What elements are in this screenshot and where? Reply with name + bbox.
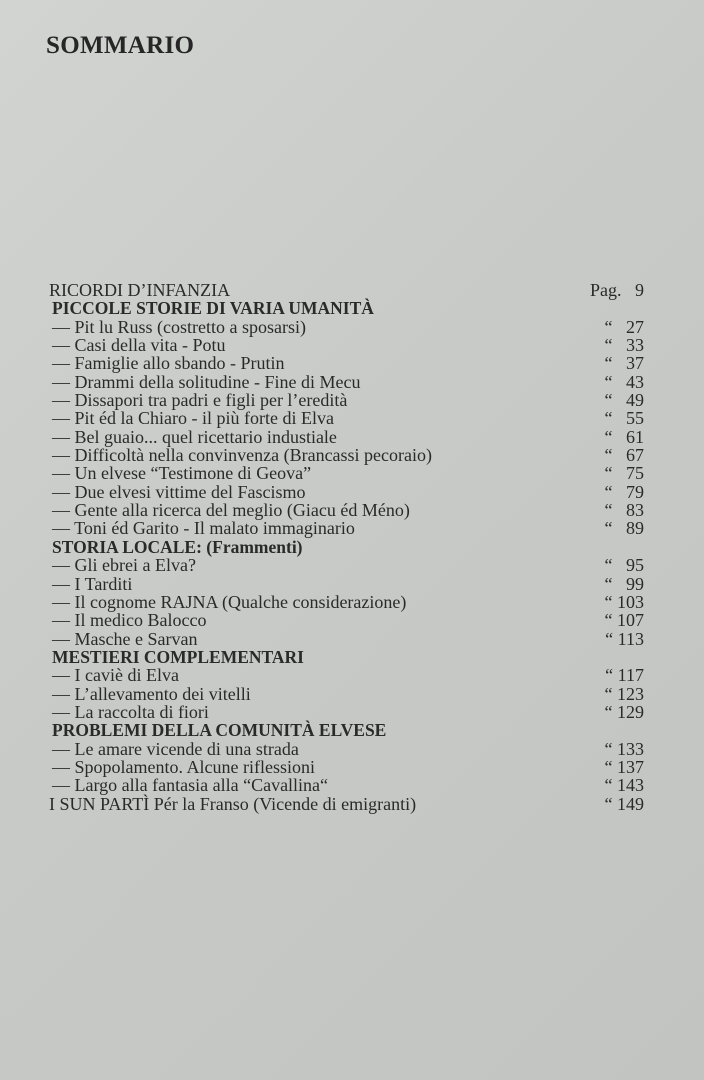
page-title: SOMMARIO xyxy=(46,32,195,59)
toc-page-number: “ 107 xyxy=(604,610,644,631)
toc-entry-title: — Pit éd la Chiaro - il più forte di Elva xyxy=(52,408,334,429)
toc-entry xyxy=(0,630,704,648)
toc-entry-title: — Difficoltà nella convinvenza (Brancassi pecoraio) xyxy=(52,445,433,466)
toc-page-number: “ 55 xyxy=(604,408,644,429)
toc-page-number: “ 137 xyxy=(604,756,644,777)
toc-page-number: Pag. 9 xyxy=(590,280,644,300)
toc-entry xyxy=(0,593,704,611)
toc-entry-title: — Gente alla ricerca del meglio (Giacu éd Méno) xyxy=(52,500,410,521)
toc-entry-title: — Il medico Balocco xyxy=(52,610,207,631)
toc-entry-title: STORIA LOCALE: (Frammenti) xyxy=(52,536,303,557)
toc-entry xyxy=(0,464,704,482)
toc-page-number: “ 79 xyxy=(604,481,644,502)
toc-entry-title: MESTIERI COMPLEMENTARI xyxy=(52,646,304,667)
toc-page-number: “ 43 xyxy=(604,371,644,392)
toc-entry xyxy=(0,575,704,593)
toc-entry xyxy=(0,391,704,409)
toc-entry-title: — Casi della vita - Potu xyxy=(52,335,226,356)
toc-entry-title: — Spopolamento. Alcune riflessioni xyxy=(52,756,315,777)
toc-section-heading xyxy=(0,648,704,666)
toc-entry-title: — Un elvese “Testimone di Geova” xyxy=(52,463,312,484)
toc-entry-title: — Gli ebrei a Elva? xyxy=(52,555,196,576)
toc-entry xyxy=(0,519,704,537)
toc-entry-title: — Dissapori tra padri e figli per l’eredità xyxy=(52,390,348,411)
table-of-contents xyxy=(0,281,704,813)
toc-entry xyxy=(0,373,704,391)
toc-page-number: “ 75 xyxy=(604,463,644,484)
toc-page-number: “ 95 xyxy=(604,555,644,576)
toc-entry xyxy=(0,685,704,703)
toc-entry xyxy=(0,483,704,501)
toc-entry-title: — La raccolta di fiori xyxy=(52,701,209,722)
toc-entry-title: I SUN PARTÌ Pér la Franso (Vicende di emigranti) xyxy=(49,793,417,814)
toc-page-number: “ 143 xyxy=(604,775,644,796)
toc-entry-title: — I caviè di Elva xyxy=(52,665,179,686)
toc-entry xyxy=(0,409,704,427)
toc-section-heading xyxy=(0,721,704,739)
toc-page-number: “ 99 xyxy=(604,573,644,594)
toc-entry xyxy=(0,776,704,794)
toc-page-number: “ 89 xyxy=(604,518,644,539)
toc-entry xyxy=(0,758,704,776)
toc-entry-title: — I Tarditi xyxy=(52,573,133,594)
toc-entry xyxy=(0,556,704,574)
toc-entry xyxy=(0,703,704,721)
toc-entry-title: — Bel guaio... quel ricettario industiale xyxy=(52,426,337,447)
toc-entry-title: PROBLEMI DELLA COMUNITÀ ELVESE xyxy=(52,720,387,741)
toc-page-number: “ 27 xyxy=(604,316,644,337)
toc-page-number: “ 49 xyxy=(604,390,644,411)
toc-entry-title: RICORDI D’INFANZIA xyxy=(49,280,231,300)
toc-page-number: “ 67 xyxy=(604,445,644,466)
toc-entry-title: — Drammi della solitudine - Fine di Mecu xyxy=(52,371,361,392)
toc-entry-title: PICCOLE STORIE DI VARIA UMANITÀ xyxy=(52,298,374,319)
toc-entry-title: — Le amare vicende di una strada xyxy=(52,738,299,759)
toc-entry xyxy=(0,336,704,354)
toc-page-number: “ 37 xyxy=(604,353,644,374)
toc-entry-title: — Masche e Sarvan xyxy=(52,628,198,649)
toc-page-number: “ 133 xyxy=(604,738,644,759)
toc-page-number: “ 113 xyxy=(605,628,644,649)
toc-entry-title: — L’allevamento dei vitelli xyxy=(52,683,251,704)
toc-page-number: “ 33 xyxy=(604,335,644,356)
toc-entry xyxy=(0,318,704,336)
toc-entry xyxy=(0,428,704,446)
toc-entry xyxy=(0,501,704,519)
toc-entry xyxy=(0,740,704,758)
toc-entry-title: — Il cognome RAJNA (Qualche considerazione) xyxy=(52,591,407,612)
toc-entry-title: — Toni éd Garito - Il malato immaginario xyxy=(52,518,355,539)
toc-page-number: “ 123 xyxy=(604,683,644,704)
toc-section-heading xyxy=(0,299,704,317)
toc-page-number: “ 83 xyxy=(604,500,644,521)
toc-entry-title: — Pit lu Russ (costretto a sposarsi) xyxy=(52,316,306,337)
toc-entry-title: — Largo alla fantasia alla “Cavallina“ xyxy=(52,775,329,796)
toc-entry xyxy=(0,446,704,464)
toc-entry xyxy=(0,354,704,372)
toc-page-number: “ 129 xyxy=(604,701,644,722)
toc-page-number: “ 103 xyxy=(604,591,644,612)
toc-entry xyxy=(0,611,704,629)
toc-entry xyxy=(0,666,704,684)
toc-page-number: “ 149 xyxy=(604,793,644,814)
toc-entry xyxy=(0,281,704,299)
toc-page-number: “ 117 xyxy=(605,665,644,686)
toc-entry-title: — Due elvesi vittime del Fascismo xyxy=(52,481,306,502)
toc-entry-title: — Famiglie allo sbando - Prutin xyxy=(52,353,285,374)
toc-section-heading xyxy=(0,538,704,556)
toc-page-number: “ 61 xyxy=(604,426,644,447)
toc-entry xyxy=(0,795,704,813)
